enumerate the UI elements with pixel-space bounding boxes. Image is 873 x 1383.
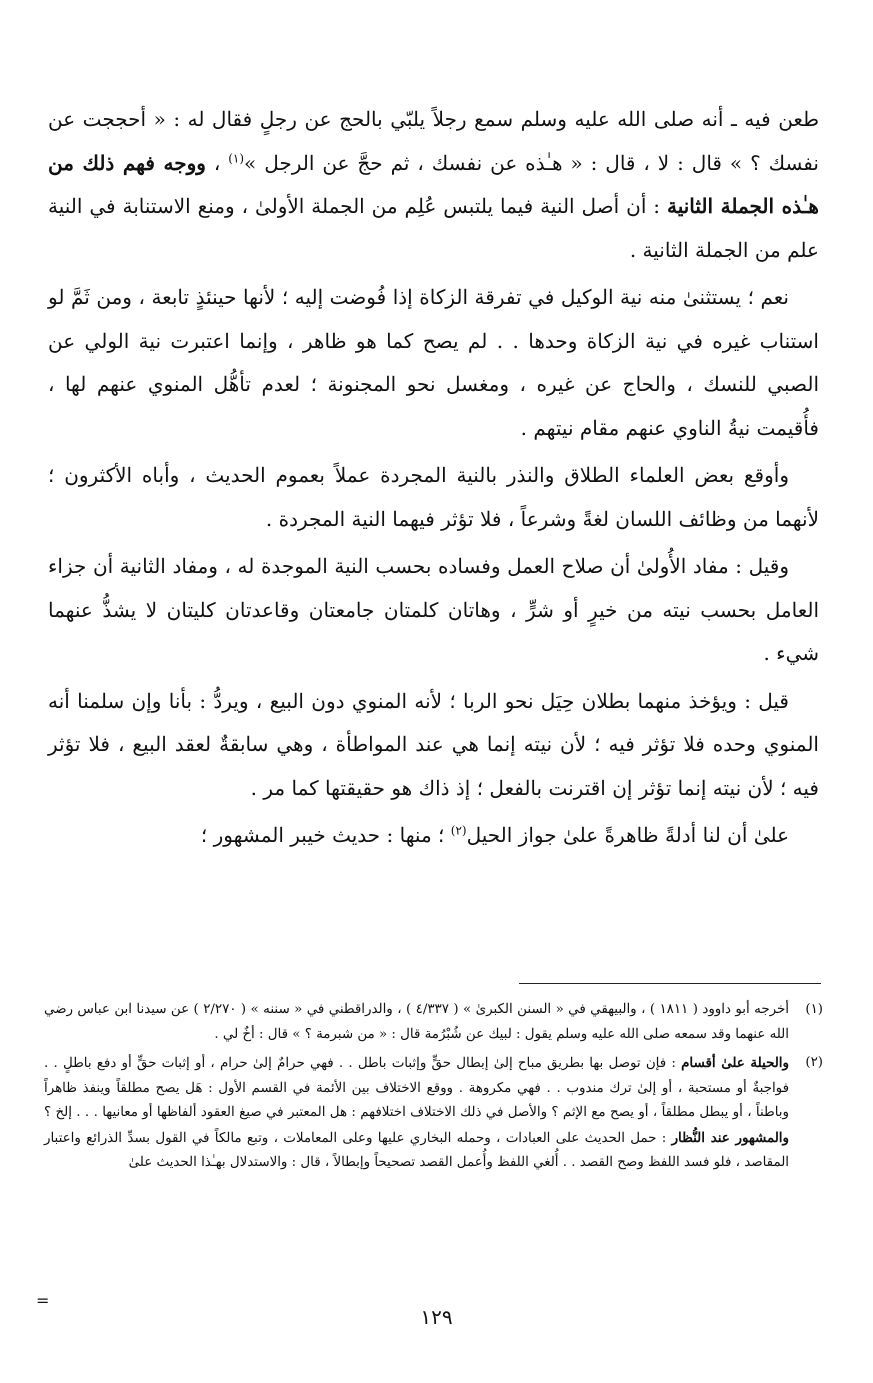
- footnote-2-text-a: : فإن توصل بها بطريق مباح إلىٰ إبطال حقٍّ وإثبات باطل . . فهي حرامٌ إلىٰ حرام ، أو إثبات حقٍّ أو دفع باطلٍ . . فواجبةٌ أو مستحبة ، أو إلىٰ ترك مندوب . . فهي مكروهة . ووقع الاختلاف بين الأئمة في القسم الأول : هَل يصح مطلقاً وينفذ ظاهراً وباطناً ، أو يبطل مطلقاً ، أو يصح مع الإثم ؟ والأصل في ذلك الاختلاف اختلافهم : هل المعتبر في صيغ العقود ألفاظها أو معانيها . . . إلخ ؟: [44, 1056, 789, 1120]
- footnote-2-text: [44, 1051, 789, 1176]
- footnotes: [44, 998, 823, 1180]
- paragraph-2: نعم ؛ يستثنىٰ منه نية الوكيل في تفرقة الزكاة إذا فُوضت إليه ؛ لأنها حينئذٍ تابعة ، ومن ثَمَّ لو استناب غيره في نية الزكاة وحدها . . لم يصح كما هو ظاهر ، وإنما اعتبرت نية الولي عن الصبي للنسك ، والحاج عن غيره ، ومغسل نحو المجنونة ؛ لعدم تأهُّل المنوي عنهم لها ، فأُقيمت نيةُ الناوي عنهم مقام نيتهم .: [48, 285, 819, 440]
- footnote-1: [44, 998, 823, 1047]
- paragraph-3: وأوقع بعض العلماء الطلاق والنذر بالنية المجردة عملاً بعموم الحديث ، وأباه الأكثرون ؛ لأنهما من وظائف اللسان لغةً وشرعاً ، فلا تؤثر فيهما النية المجردة .: [48, 463, 819, 531]
- footnote-1-number: (١): [805, 1002, 823, 1017]
- paragraph-6-text-b: ؛ منها : حديث خيبر المشهور ؛: [200, 823, 451, 847]
- footnote-2-text-b: : حمل الحديث على العبادات ، وحمله البخاري عليها وعلى المعاملات ، وتبع مالكاً في القول بسدِّ الذرائع واعتبار المقاصد ، فلو فسد اللفظ وصح القصد . . أُلغي اللفظ وأُعمل القصد تصحيحاً وإبطالاً ، قال : والاستدلال بهـٰذا الحديث علىٰ: [44, 1130, 789, 1170]
- continuation-mark: =: [36, 1291, 50, 1310]
- footnote-2: [44, 1051, 823, 1176]
- footnote-separator-rule: [519, 983, 821, 984]
- footnote-1-text: أخرجه أبو داوود ( ١٨١١ ) ، والبيهقي في « السنن الكبرىٰ » ( ٤/٣٣٧ ) ، والدراقطني في « سننه » ( ٢/٢٧٠ ) عن سيدنا ابن عباس رضي الله عنهما وقد سمعه صلى الله عليه وسلم يقول : لبيك عن شُبْرُمة قال : « من شبرمة ؟ » قال : أخٌ لي .: [44, 1002, 790, 1042]
- footnote-ref-1[interactable]: (١): [228, 150, 245, 165]
- paragraph-5: قيل : ويؤخذ منهما بطلان حِيَل نحو الربا ؛ لأنه المنوي دون البيع ، ويردُّ : بأنا وإن سلمنا أنه المنوي وحده فلا تؤثر فيه ؛ لأن نيته إنما هي عند المواطأة ، وهي سابقةٌ لعقد البيع ، فلا تؤثر فيه ؛ لأن نيته إنما تؤثر إن اقترنت بالفعل ؛ إذ ذاك هو حقيقتها كما مر .: [48, 688, 819, 800]
- footnote-2-lead: والحيلة علىٰ أقسام: [681, 1055, 789, 1071]
- paragraph-6: [48, 814, 819, 858]
- paragraph-1-text-b: ،: [205, 150, 229, 175]
- paragraph-4: وقيل : مفاد الأُولىٰ أن صلاح العمل وفساده بحسب النية الموجدة له ، ومفاد الثانية أن جزاء العامل بحسب نيته من خيرٍ أو شرٍّ ، وهاتان كلمتان جامعتان وقاعدتان كليتان لا يشذُّ عنهما شيء .: [48, 554, 819, 665]
- paragraph-1-text-a: طعن فيه ـ أنه صلى الله عليه وسلم سمع رجلاً يلبّي بالحج عن رجلٍ فقال له : « أحججت عن نفسك ؟ » قال : لا ، قال : « هـٰذه عن نفسك ، ثم حجَّ عن الرجل »: [48, 107, 819, 175]
- paragraph-1-text-c: : أن أصل النية فيما يلتبس عُلِم من الجملة الأولىٰ ، ومنع الاستنابة في النية علم من الجملة الثانية .: [48, 194, 819, 262]
- paragraph-1-bold-phrase: ووجه فهم ذلك من هـٰذه الجملة الثانية: [48, 150, 819, 218]
- paragraph-6-text-a: علىٰ أن لنا أدلةً ظاهرةً علىٰ جواز الحيل: [466, 823, 789, 847]
- page-number: ١٢٩: [420, 1305, 453, 1329]
- footnote-2-number: (٢): [805, 1055, 823, 1070]
- footnote-2-bold-phrase: والمشهور عند النُّظار: [671, 1129, 789, 1146]
- footnote-ref-2[interactable]: (٢): [450, 823, 467, 838]
- main-text: [48, 98, 819, 862]
- paragraph-1: [48, 98, 819, 272]
